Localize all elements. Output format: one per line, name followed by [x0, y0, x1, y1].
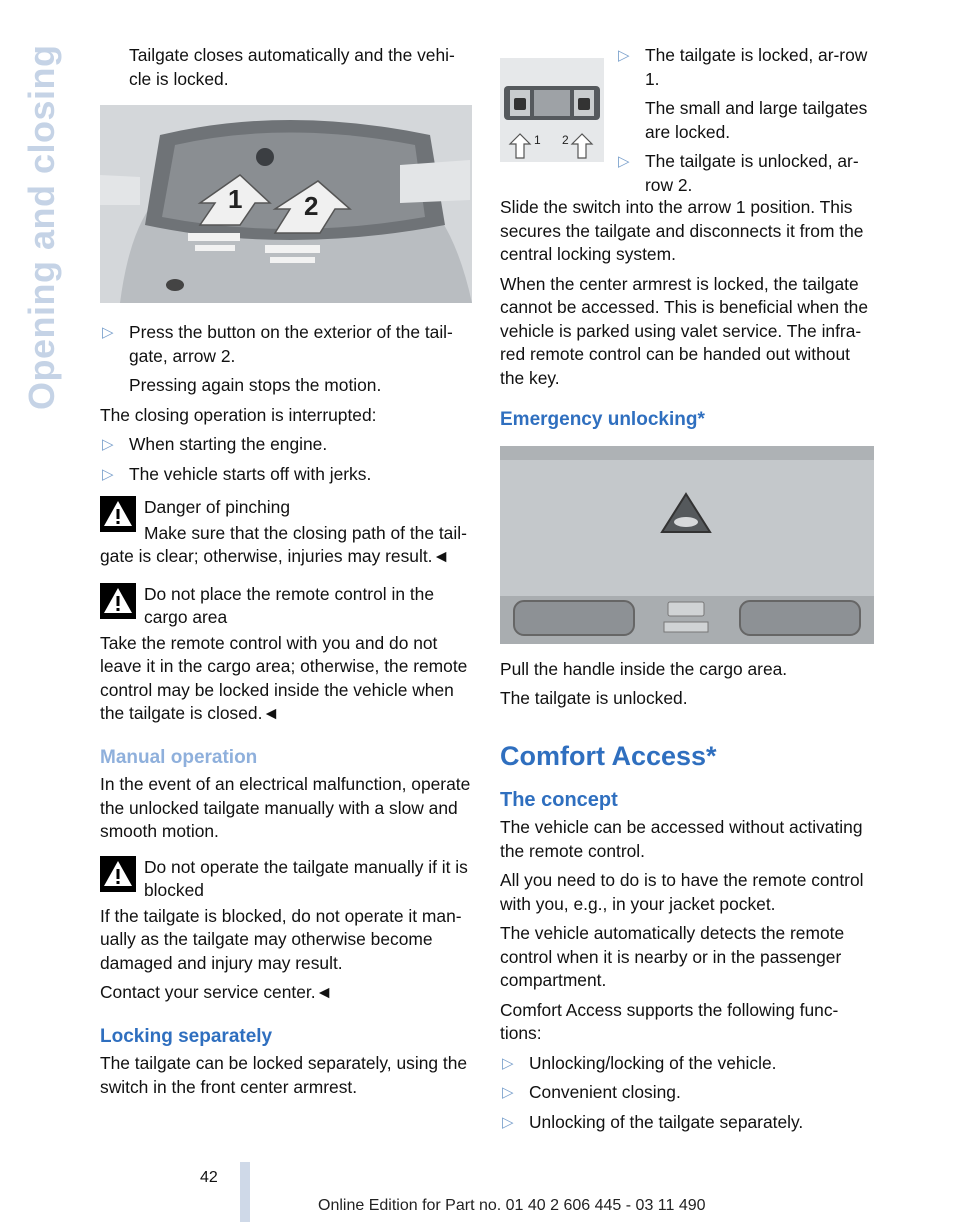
- page-number: 42: [200, 1169, 218, 1186]
- emergency-handle-image: [500, 446, 874, 644]
- concept-paragraph: The vehicle can be accessed without activating the remote control.: [500, 817, 863, 861]
- bullet-triangle-icon: ▷: [618, 153, 630, 170]
- tailgate-unlocked-text: The tailgate is unlocked.: [500, 688, 688, 708]
- concept-heading: The concept: [500, 788, 618, 811]
- bullet-triangle-icon: ▷: [502, 1084, 514, 1101]
- armrest-text: When the center armrest is locked, the tailgate cannot be accessed. This is beneficial when the vehicle is parked using valet service. The infra-red remote control can be handed out without the key.: [500, 273, 869, 388]
- concept-paragraph: The vehicle automatically detects the remote control when it is nearby or in the passenger compartment.: [500, 923, 845, 990]
- left-column: [100, 44, 472, 1105]
- armrest-switch-image: [500, 58, 604, 162]
- arrow-2-label: 2: [304, 191, 319, 221]
- side-section-title: Opening and closing: [21, 44, 62, 410]
- concept-paragraph: All you need to do is to have the remote control with you, e.g., in your jacket pocket.: [500, 870, 864, 914]
- right-column: [500, 44, 874, 1140]
- list-item: ▷ Press the button on the exterior of the tail-gate, arrow 2.: [102, 322, 453, 366]
- switch-illustration: [500, 58, 604, 162]
- list-item: ▷ The vehicle starts off with jerks.: [100, 463, 472, 487]
- bullet-triangle-icon: ▷: [502, 1054, 514, 1072]
- warning-title: Do not operate the tailgate manually if it is blocked: [144, 856, 468, 900]
- switch-arrow-2-shape: [572, 134, 592, 158]
- emergency-unlocking-heading: Emergency unlocking*: [500, 409, 705, 430]
- warning-block: [100, 496, 472, 520]
- switch-arrow-1-shape: [510, 134, 530, 158]
- warning-block: [100, 583, 472, 630]
- pull-handle-text: Pull the handle inside the cargo area.: [500, 658, 788, 679]
- switch-section: [500, 44, 874, 196]
- emergency-illustration: [500, 446, 874, 644]
- warning-body: If the tailgate is blocked, do not operate it man-ually as the tailgate may otherwise become damaged and injury may result.: [100, 905, 462, 973]
- edition-footer: Online Edition for Part no. 01 40 2 606 445 - 03 11 490: [318, 1197, 706, 1214]
- switch-states: [616, 44, 874, 203]
- switch-arrow-2-label: 2: [562, 133, 569, 147]
- warning-triangle-icon: [100, 856, 136, 892]
- intro-text: Tailgate closes automatically and the vehi-cle is locked.: [129, 45, 455, 89]
- list-item: ▷ When starting the engine.: [100, 433, 472, 457]
- interrupted-heading: The closing operation is interrupted:: [100, 404, 377, 425]
- list-item: ▷ Unlocking of the tailgate separately.: [500, 1111, 874, 1135]
- list-item: ▷ Convenient closing.: [500, 1081, 874, 1105]
- manual-operation-heading: Manual operation: [100, 746, 258, 768]
- bullet-subtext: The small and large tailgates are locked.: [645, 98, 868, 142]
- contact-text: Contact your service center.◄: [100, 982, 333, 1002]
- tailgate-illustration: [100, 105, 472, 303]
- bullet-triangle-icon: ▷: [618, 47, 630, 64]
- warning-triangle-icon: [100, 496, 136, 532]
- locking-separately-heading: Locking separately: [100, 1025, 273, 1047]
- bullet-subtext: Pressing again stops the motion.: [129, 375, 382, 395]
- tailgate-button-image: [100, 105, 472, 303]
- list-item: ▷ Unlocking/locking of the vehicle.: [500, 1052, 874, 1076]
- warning-block: [100, 856, 472, 903]
- bullet-triangle-icon: ▷: [102, 436, 114, 453]
- bullet-triangle-icon: ▷: [502, 1113, 514, 1131]
- arrow-1-label: 1: [228, 184, 243, 214]
- concept-paragraph: Comfort Access supports the following func-tions:: [500, 999, 839, 1043]
- manual-operation-body: In the event of an electrical malfunction, operate the unlocked tailgate manually with a slow and smooth motion.: [100, 774, 471, 841]
- switch-arrow-1-label: 1: [534, 133, 541, 147]
- warning-body: Make sure that the closing path of the tail-gate is clear; otherwise, injuries may result.◄: [100, 522, 467, 566]
- warning-body: Take the remote control with you and do not leave it in the cargo area; otherwise, the remote control may be locked inside the vehicle when the tailgate is closed.◄: [100, 632, 468, 723]
- warning-title: Do not place the remote control in the cargo area: [144, 583, 435, 627]
- locking-separately-body: The tailgate can be locked separately, using the switch in the front center armrest.: [100, 1053, 468, 1097]
- comfort-access-heading: Comfort Access*: [500, 740, 717, 771]
- bullet-triangle-icon: ▷: [102, 465, 114, 483]
- footer-divider: [240, 1162, 250, 1222]
- list-item: ▷ The tailgate is unlocked, ar-row 2.: [618, 151, 859, 195]
- warning-triangle-icon: [100, 583, 136, 619]
- list-item: ▷ The tailgate is locked, ar-row 1.: [618, 45, 868, 89]
- slide-text: Slide the switch into the arrow 1 position. This secures the tailgate and disconnects it from the central locking system.: [500, 197, 864, 264]
- warning-title: Danger of pinching: [144, 497, 290, 517]
- bullet-triangle-icon: ▷: [102, 324, 114, 341]
